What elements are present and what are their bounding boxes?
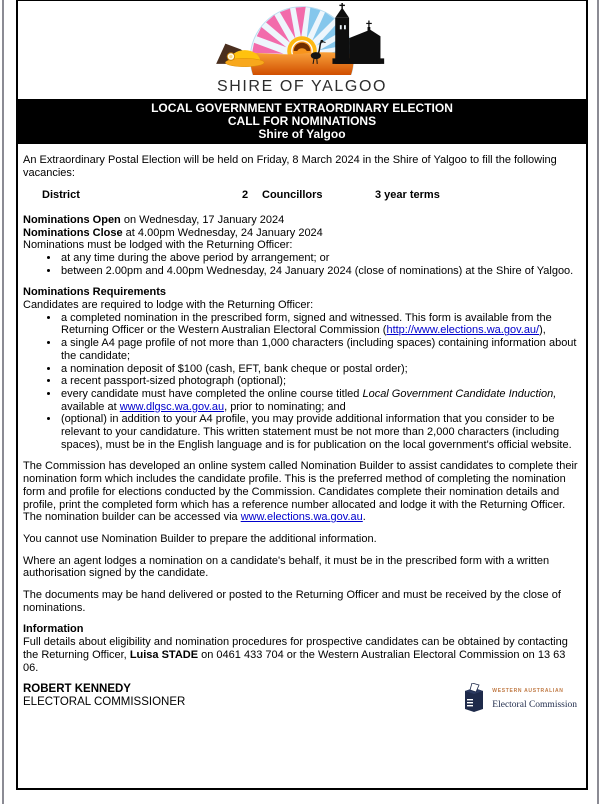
- requirements-list: [23, 312, 579, 452]
- document-title-bar: [18, 99, 586, 144]
- requirement-text: , prior to nominating; and: [224, 400, 346, 413]
- lodgement-list: [23, 252, 579, 277]
- cannot-use-paragraph: You cannot use Nomination Builder to prepare the additional information.: [23, 532, 377, 545]
- builder-text: The Commission has developed an online system called Nomination Builder to assist candidates to complete their nomination form which includes the candidate profile. This is the preferred method of completing the nomination form and profile for elections conducted by the Commission. Candidates complete their nomination details and profile, print the completed form which has a reference number allocated and lodge it with the Returning Officer. The nomination builder can be accessed via: [23, 460, 578, 524]
- list-item: [60, 312, 579, 337]
- requirements-intro: Candidates are required to lodge with the Returning Officer:: [23, 299, 314, 312]
- builder-text: .: [362, 511, 366, 524]
- nomination-dates-block: [23, 214, 579, 278]
- nominations-lodged-line: Nominations must be lodged with the Returning Officer:: [23, 239, 293, 252]
- title-line-election: LOCAL GOVERNMENT EXTRAORDINARY ELECTION: [151, 101, 453, 115]
- vacancy-count: 2: [242, 188, 249, 201]
- shire-logo-block: [18, 1, 586, 96]
- nominations-close-line: [23, 227, 579, 240]
- nominations-open-date: on Wednesday, 17 January 2024: [120, 213, 285, 226]
- shire-logo-title: SHIRE OF YALGOO: [216, 78, 388, 95]
- information-block: [23, 623, 579, 674]
- elections-wa-link[interactable]: http://www.elections.wa.gov.au/: [386, 324, 540, 337]
- list-item: • at any time during the above period by arrangement; or: [60, 252, 579, 265]
- requirement-text: ),: [539, 324, 546, 337]
- waec-ballot-box-icon: [462, 683, 486, 713]
- waec-text-block: [492, 685, 577, 712]
- nominations-open-line: [23, 214, 579, 227]
- list-item: • a recent passport-sized photograph (optional);: [60, 375, 579, 388]
- requirement-text: a completed nomination in the prescribed form, signed and witnessed. This form is available from the Returning Officer or the Western Australian Electoral Commission (: [61, 311, 552, 337]
- returning-officer-name: Luisa STADE: [129, 648, 199, 661]
- page-edge-left: [2, 0, 4, 804]
- requirement-text: available at: [61, 400, 120, 413]
- nominations-close-label: Nominations Close: [23, 226, 123, 239]
- shire-of-yalgoo-logo-icon: [202, 3, 402, 75]
- commissioner-title: ELECTORAL COMMISSIONER: [23, 696, 186, 708]
- signature-row: [23, 683, 579, 713]
- nomination-builder-paragraph: [23, 460, 579, 524]
- course-title-italic: Local Government Candidate Induction,: [362, 387, 557, 400]
- requirements-heading: Nominations Requirements: [23, 286, 167, 299]
- information-text: Full details about eligibility and nomination procedures for prospective candidates can be obtained by contacting the Returning Officer,: [23, 636, 568, 661]
- agent-paragraph: Where an agent lodges a nomination on a candidate's behalf, it must be in the prescribed form with a written authorisation signed by the candidate.: [23, 554, 550, 580]
- vacancy-district: District: [42, 188, 80, 201]
- requirements-block: [23, 286, 579, 451]
- document-frame: [16, 0, 588, 790]
- list-item: • between 2.00pm and 4.00pm Wednesday, 24 January 2024 (close of nominations) at the Shire of Yalgoo.: [60, 265, 579, 278]
- signature-block: [23, 683, 185, 708]
- list-item: • a nomination deposit of $100 (cash, EFT, bank cheque or postal order);: [60, 363, 579, 376]
- page-edge-right: [597, 0, 599, 804]
- title-line-shire: Shire of Yalgoo: [258, 126, 346, 141]
- dlgsc-link[interactable]: www.dlgsc.wa.gov.au: [119, 400, 225, 413]
- delivery-paragraph: The documents may be hand delivered or posted to the Returning Officer and must be received by the close of nominations.: [23, 589, 561, 614]
- list-item: • (optional) in addition to your A4 profile, you may provide additional information that you consider to be relevant to your candidature. This written statement must be not more than 2,000 characters (including spaces), must be in the English language and is for publication on the local government's official website.: [60, 413, 579, 451]
- church-silhouette-icon: [332, 3, 384, 64]
- information-text: on 0461 433 704 or the Western Australian Electoral Commission on 13 63 06.: [23, 648, 566, 674]
- title-line-call: CALL FOR NOMINATIONS: [227, 113, 377, 128]
- elections-wa-builder-link[interactable]: www.elections.wa.gov.au: [240, 511, 363, 524]
- intro-paragraph: An Extraordinary Postal Election will be held on Friday, 8 March 2024 in the Shire of Yalgoo to fill the following vacancies:: [23, 154, 557, 180]
- nominations-open-label: Nominations Open: [23, 213, 121, 226]
- waec-logo-block: [462, 683, 577, 713]
- information-paragraph: [23, 636, 579, 674]
- requirement-text: every candidate must have completed the online course titled: [61, 387, 363, 400]
- list-item: • a single A4 page profile of not more than 1,000 characters (including spaces) containing information about the candidate;: [60, 337, 579, 362]
- list-item: [60, 388, 579, 413]
- waec-text-electoral-commission: Electoral Commission: [492, 700, 577, 711]
- waec-text-western-australian: WESTERN AUSTRALIAN: [492, 687, 564, 694]
- vacancy-office: Councillors: [262, 188, 323, 201]
- vacancy-row: [23, 189, 579, 202]
- commissioner-name: ROBERT KENNEDY: [23, 683, 131, 696]
- document-body: [18, 144, 586, 713]
- nominations-close-date: at 4.00pm Wednesday, 24 January 2024: [122, 226, 323, 239]
- vacancy-term: 3 year terms: [375, 188, 440, 201]
- information-heading: Information: [23, 623, 84, 636]
